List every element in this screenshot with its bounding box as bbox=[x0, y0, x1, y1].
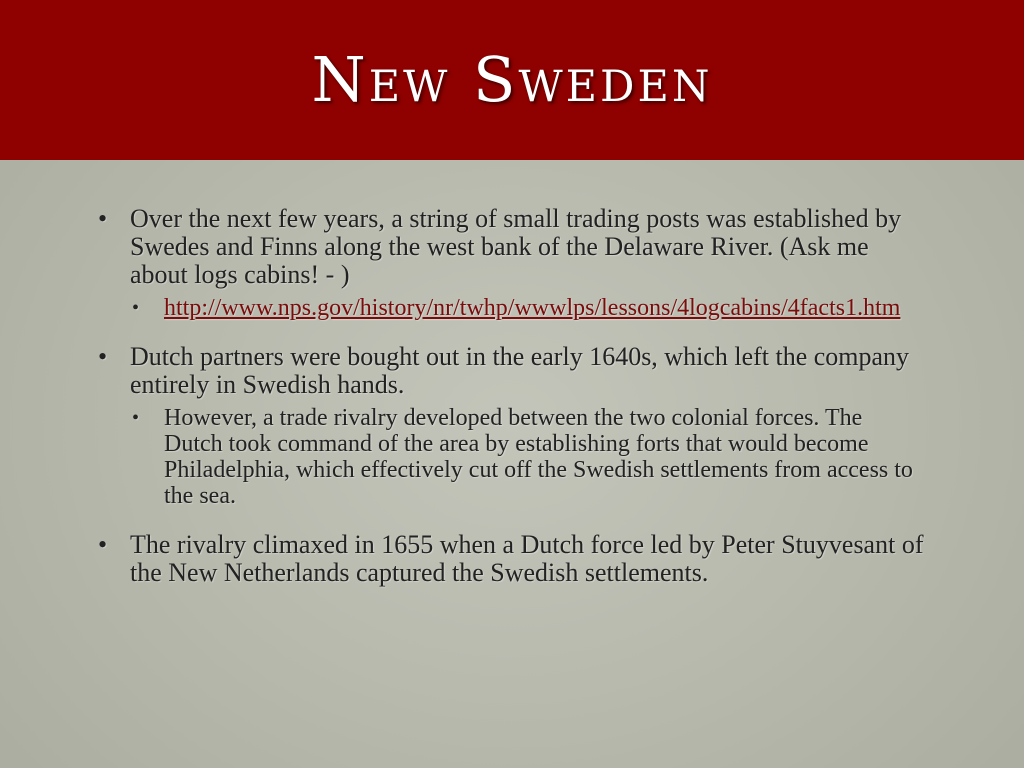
bullet-list bbox=[96, 205, 926, 587]
bullet-icon: • bbox=[98, 342, 108, 371]
slide-content bbox=[96, 205, 926, 609]
sub-bullet-list bbox=[130, 295, 926, 321]
sub-bullet-list bbox=[130, 405, 926, 509]
log-cabins-link[interactable]: http://www.nps.gov/history/nr/twhp/wwwlps/lessons/4logcabins/4facts1.htm bbox=[164, 295, 901, 321]
bullet-item-1 bbox=[96, 205, 926, 321]
bullet-text: Dutch partners were bought out in the early 1640s, which left the company entirely in Swedish hands. bbox=[130, 342, 910, 399]
sub-bullet-icon: • bbox=[132, 297, 140, 319]
bullet-item-2 bbox=[96, 343, 926, 509]
sub-bullet-item bbox=[130, 405, 926, 509]
sub-bullet-item bbox=[130, 295, 926, 321]
bullet-icon: • bbox=[98, 204, 108, 233]
title-bar bbox=[0, 0, 1024, 160]
bullet-item-3 bbox=[96, 531, 926, 587]
slide-title: New Sweden bbox=[311, 43, 713, 116]
sub-bullet-text: However, a trade rivalry developed between the two colonial forces. The Dutch took command of the area by establishing forts that would become Philadelphia, which effectively cut off the Swedish settlements from access to the sea. bbox=[164, 405, 913, 509]
bullet-icon: • bbox=[98, 530, 108, 559]
sub-bullet-icon: • bbox=[132, 407, 140, 429]
bullet-text: The rivalry climaxed in 1655 when a Dutch force led by Peter Stuyvesant of the New Netherlands captured the Swedish settlements. bbox=[130, 530, 924, 587]
bullet-text: Over the next few years, a string of small trading posts was established by Swedes and Finns along the west bank of the Delaware River. (Ask me about logs cabins! - ) bbox=[130, 204, 902, 289]
